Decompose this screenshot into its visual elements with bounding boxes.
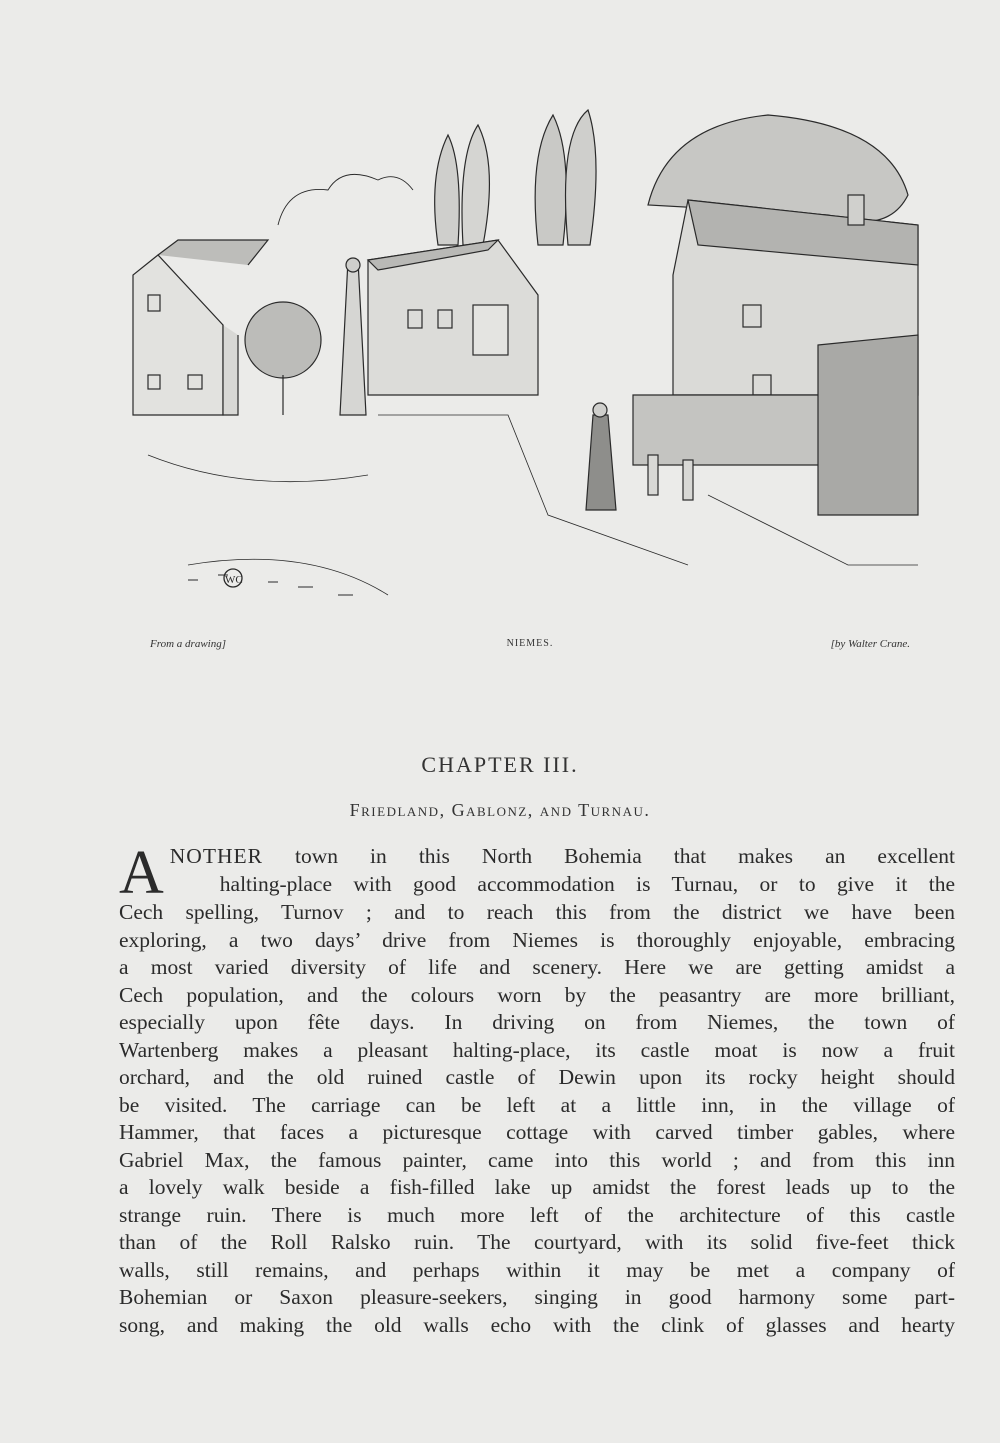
body-line-rest: town in this North Bohemia that makes an excellent xyxy=(262,844,955,868)
caption-right: [by Walter Crane. xyxy=(830,638,910,650)
illustration-caption xyxy=(150,638,910,658)
caption-left: From a drawing] xyxy=(150,638,226,650)
body-line: exploring, a two days’ drive from Niemes is thoroughly enjoyable, embracing xyxy=(119,927,955,952)
chapter-subtitle: Friedland, Gablonz, and Turnau. xyxy=(349,800,651,820)
body-line: walls, still remains, and perhaps within it may be met a company of xyxy=(119,1257,955,1282)
body-line: especially upon fête days. In driving on from Niemes, the town of xyxy=(119,1010,955,1034)
body-line: song, and making the old walls echo with the clink of glasses and hearty xyxy=(119,1312,955,1337)
body-line: than of the Roll Ralsko ruin. The courtyard, with its solid five-feet thick xyxy=(119,1230,955,1254)
monogram: WC xyxy=(225,574,243,586)
body-line: Gabriel Max, the famous painter, came into this world ; and from this inn xyxy=(119,1147,955,1172)
body-line: a lovely walk beside a fish-filled lake up amidst the forest leads up to the xyxy=(119,1175,955,1199)
niemes-illustration xyxy=(128,95,928,635)
body-line: halting-place with good accommodation is Turnau, or to give it the xyxy=(219,871,955,896)
body-line: Wartenberg makes a pleasant halting-place, its castle moat is now a fruit xyxy=(119,1037,955,1062)
body-line xyxy=(170,843,955,871)
smallcaps-word: NOTHER xyxy=(169,844,263,868)
drop-cap: A xyxy=(119,839,164,907)
body-line: orchard, and the old ruined castle of Dewin upon its rocky height should xyxy=(119,1065,955,1089)
body-line: be visited. The carriage can be left at a little inn, in the village of xyxy=(119,1092,955,1117)
body-line: a most varied diversity of life and scenery. Here we are getting amidst a xyxy=(119,955,955,979)
chapter-title: CHAPTER III. xyxy=(421,752,579,777)
caption-center: NIEMES. xyxy=(506,638,554,649)
body-line: Cech population, and the colours worn by the peasantry are more brilliant, xyxy=(119,982,955,1007)
engraving-street-scene-icon xyxy=(128,95,928,635)
body-line: Hammer, that faces a picturesque cottage with carved timber gables, where xyxy=(119,1120,955,1144)
body-line: Bohemian or Saxon pleasure-seekers, singing in good harmony some part- xyxy=(119,1285,955,1309)
body-line: Cech spelling, Turnov ; and to reach this from the district we have been xyxy=(119,900,955,924)
body-line: strange ruin. There is much more left of the architecture of this castle xyxy=(119,1202,955,1227)
body-text xyxy=(119,839,955,1339)
